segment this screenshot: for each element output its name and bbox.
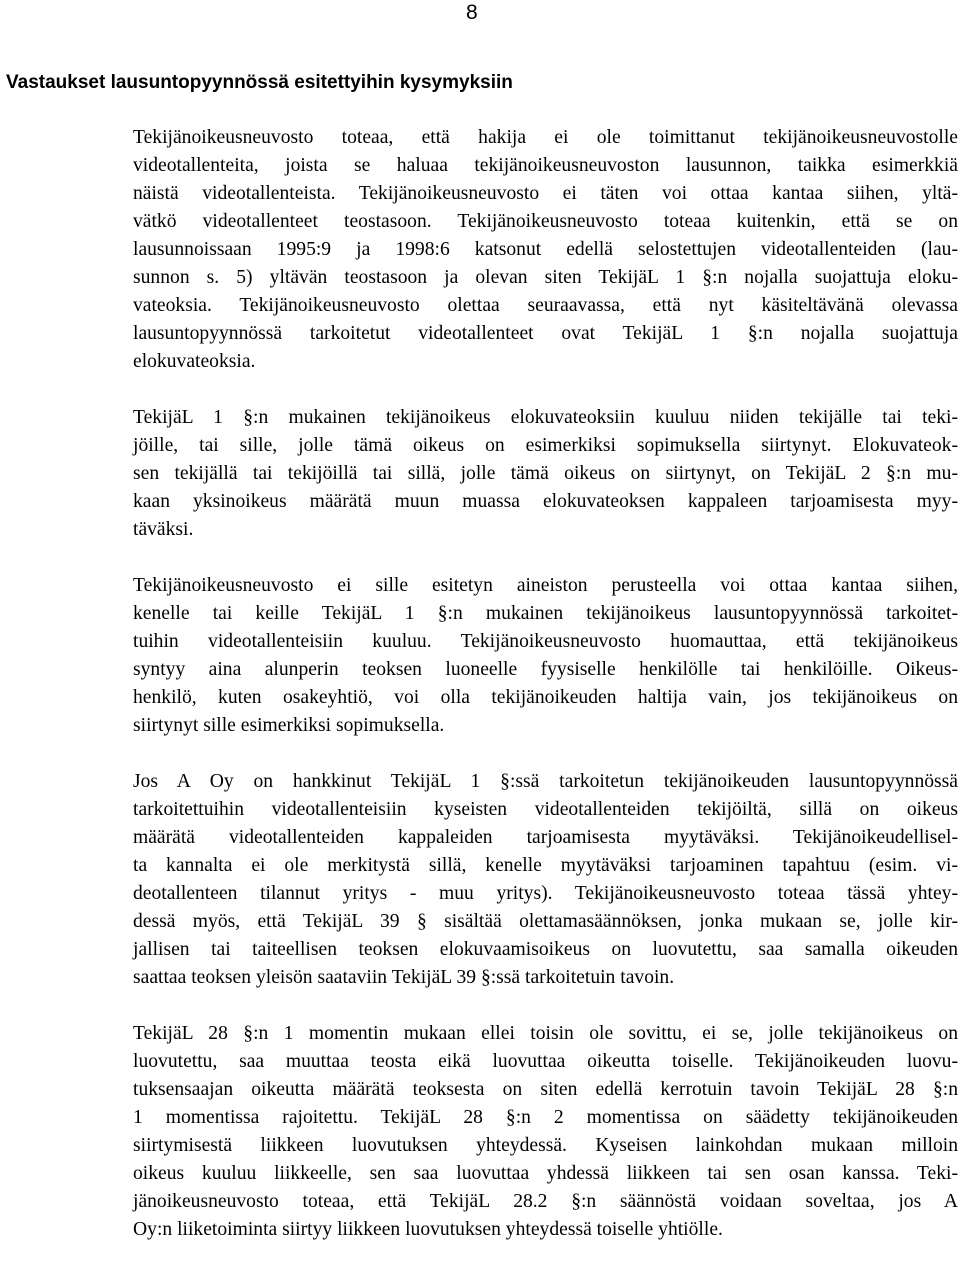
paragraph-4 (133, 768, 958, 992)
paragraph-1 (133, 124, 958, 376)
paragraph-2 (133, 404, 958, 544)
text-line: deotallenteen tilannut yritys - muu yritys). Tekijänoikeusneuvosto toteaa tässä yhtey- (133, 883, 958, 904)
text-line: tarkoitettuihin videotallenteisiin kyseisten videotallenteiden tekijöiltä, sillä on oikeus (133, 799, 958, 820)
text-line: näistä videotallenteista. Tekijänoikeusneuvosto ei täten voi ottaa kantaa siihen, yltä- (133, 183, 958, 204)
text-line: tuksensaajan oikeutta määrätä teoksesta on siten edellä kerrotuin tavoin TekijäL 28 §:n (133, 1079, 958, 1100)
text-line: kaan yksinoikeus määrätä muun muassa elokuvateoksen kappaleen tarjoamisesta myy- (133, 491, 958, 512)
paragraph-3 (133, 572, 958, 740)
text-line: videotallenteita, joista se haluaa tekijänoikeusneuvoston lausunnon, taikka esimerkkiä (133, 155, 958, 176)
text-line: ta kannalta ei ole merkitystä sillä, kenelle myytäväksi tarjoaminen tapahtuu (esim. vi- (133, 855, 958, 876)
text-line: määrätä videotallenteiden kappaleiden tarjoamisesta myytäväksi. Tekijänoikeudellisel- (133, 827, 958, 848)
text-line: vätkö videotallenteet teostasoon. Tekijänoikeusneuvosto toteaa kuitenkin, että se on (133, 211, 958, 232)
text-line: syntyy aina alunperin teoksen luoneelle fyysiselle henkilölle tai henkilöille. Oikeus- (133, 659, 958, 680)
text-line: lausuntopyynnössä tarkoitetut videotallenteet ovat TekijäL 1 §:n nojalla suojattuja (133, 323, 958, 344)
text-line: lausunnoissaan 1995:9 ja 1998:6 katsonut edellä selostettujen videotallenteiden (lau- (133, 239, 958, 260)
text-line: jallisen tai taiteellisen teoksen elokuvaamisoikeus on luovutettu, saa samalla oikeuden (133, 939, 958, 960)
text-line: tuihin videotallenteisiin kuuluu. Tekijänoikeusneuvosto huomauttaa, että tekijänoikeus (133, 631, 958, 652)
text-line: TekijäL 1 §:n mukainen tekijänoikeus elokuvateoksiin kuuluu niiden tekijälle tai teki- (133, 407, 958, 428)
text-line: kenelle tai keille TekijäL 1 §:n mukainen tekijänoikeus lausuntopyynnössä tarkoitet- (133, 603, 958, 624)
text-line: siirtynyt sille esimerkiksi sopimuksella. (133, 715, 445, 736)
document-body (133, 124, 958, 1272)
text-line: Tekijänoikeusneuvosto toteaa, että hakija ei ole toimittanut tekijänoikeusneuvostolle (133, 127, 958, 148)
text-line: sen tekijällä tai tekijöillä tai sillä, jolle tämä oikeus on siirtynyt, on TekijäL 2 §:n mu- (133, 463, 958, 484)
text-line: sunnon s. 5) yltävän teostasoon ja olevan siten TekijäL 1 §:n nojalla suojattuja eloku- (133, 267, 958, 288)
text-line: 1 momentissa rajoitettu. TekijäL 28 §:n 2 momentissa on säädetty tekijänoikeuden (133, 1107, 958, 1128)
text-line: jänoikeusneuvosto toteaa, että TekijäL 28.2 §:n säännöstä voidaan soveltaa, jos A (133, 1191, 958, 1212)
text-line: jöille, tai sille, jolle tämä oikeus on esimerkiksi sopimuksella siirtynyt. Elokuvateok- (133, 435, 958, 456)
page-number: 8 (466, 1, 478, 24)
text-line: Jos A Oy on hankkinut TekijäL 1 §:ssä tarkoitetun tekijänoikeuden lausuntopyynnössä (133, 771, 958, 792)
text-line: saattaa teoksen yleisön saataviin TekijäL 39 §:ssä tarkoitetuin tavoin. (133, 967, 675, 988)
text-line: luovutettu, saa muuttaa teosta eikä luovuttaa oikeutta toiselle. Tekijänoikeuden luovu- (133, 1051, 958, 1072)
paragraph-5 (133, 1020, 958, 1244)
text-line: elokuvateoksia. (133, 351, 256, 372)
text-line: oikeus kuuluu liikkeelle, sen saa luovuttaa yhdessä liikkeen tai sen osan kanssa. Teki- (133, 1163, 958, 1184)
text-line: henkilö, kuten osakeyhtiö, voi olla tekijänoikeuden haltija vain, jos tekijänoikeus on (133, 687, 958, 708)
text-line: täväksi. (133, 519, 194, 540)
text-line: Tekijänoikeusneuvosto ei sille esitetyn aineiston perusteella voi ottaa kantaa siihen, (133, 575, 958, 596)
text-line: Oy:n liiketoiminta siirtyy liikkeen luovutuksen yhteydessä toiselle yhtiölle. (133, 1219, 723, 1240)
text-line: vateoksia. Tekijänoikeusneuvosto olettaa seuraavassa, että nyt käsiteltävänä olevassa (133, 295, 958, 316)
text-line: siirtymisestä liikkeen luovutuksen yhteydessä. Kyseisen lainkohdan mukaan milloin (133, 1135, 958, 1156)
text-line: TekijäL 28 §:n 1 momentin mukaan ellei toisin ole sovittu, ei se, jolle tekijänoikeus on (133, 1023, 958, 1044)
text-line: dessä myös, että TekijäL 39 § sisältää olettamasäännöksen, jonka mukaan se, jolle kir- (133, 911, 958, 932)
section-heading: Vastaukset lausuntopyynnössä esitettyihin kysymyksiin (6, 72, 513, 93)
